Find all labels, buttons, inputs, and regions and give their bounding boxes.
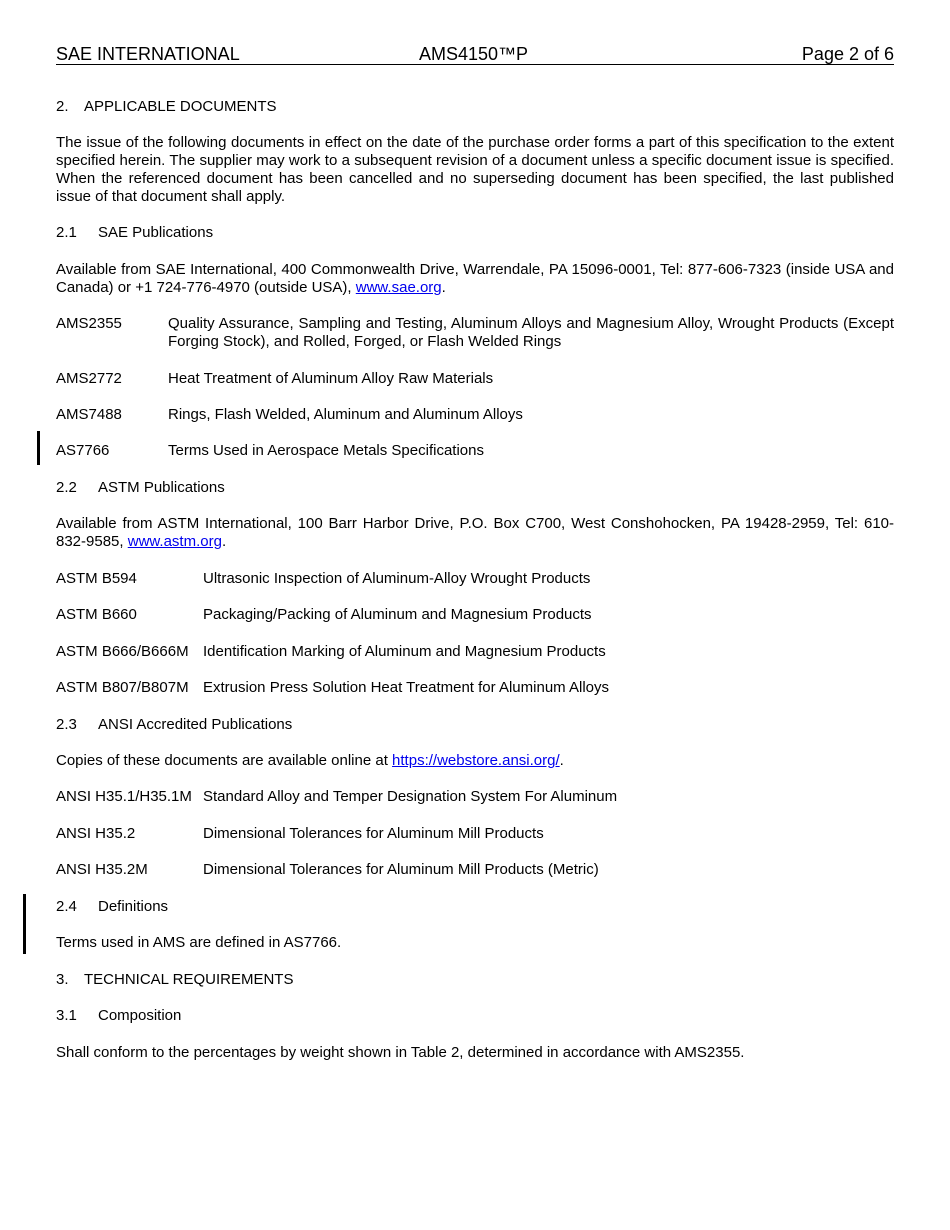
paragraph: The issue of the following documents in effect on the date of the purchase order forms a part of this specification to the extent specified herein. The supplier may work to a subsequent revision of a document unless a specific document issue is specified. When the referenced document has been cancelled and no superseding document has been specified, the last published issue of that document shall apply. (56, 134, 894, 205)
page-header (56, 44, 894, 65)
reference-row: AMS2772 Heat Treatment of Aluminum Alloy Raw Materials (56, 370, 494, 387)
reference-row: ASTM B666/B666M Identification Marking of Aluminum and Magnesium Products (56, 643, 606, 660)
section-heading: 2. APPLICABLE DOCUMENTS (56, 98, 277, 115)
reference-row: AMS2355 Quality Assurance, Sampling and Testing, Aluminum Alloys and Magnesium Alloy, Wrought Products (Except Forging Stock), and Rolled, Forged, or Flash Welded Rings (56, 315, 894, 350)
sae-link[interactable]: www.sae.org (355, 279, 442, 296)
astm-link[interactable]: www.astm.org (127, 533, 222, 550)
reference-row: ASTM B660 Packaging/Packing of Aluminum and Magnesium Products (56, 606, 592, 623)
availability-paragraph: Available from SAE International, 400 Commonwealth Drive, Warrendale, PA 15096-0001, Tel: 877-606-7323 (inside USA and Canada) or +1 724-776-4970 (outside USA), www.sae.org. (56, 261, 894, 296)
paragraph: Terms used in AMS are defined in AS7766. (56, 934, 342, 951)
revision-bar (23, 894, 26, 954)
reference-row: ASTM B594 Ultrasonic Inspection of Aluminum-Alloy Wrought Products (56, 570, 591, 587)
section-heading: 2.1 SAE Publications (56, 224, 214, 241)
section-heading: 2.3 ANSI Accredited Publications (56, 716, 293, 733)
reference-row: ANSI H35.2 Dimensional Tolerances for Aluminum Mill Products (56, 825, 544, 842)
header-org: SAE INTERNATIONAL (56, 44, 240, 64)
ansi-link[interactable]: https://webstore.ansi.org/ (392, 752, 560, 769)
reference-row: ASTM B807/B807M Extrusion Press Solution Heat Treatment for Aluminum Alloys (56, 679, 610, 696)
availability-paragraph: Copies of these documents are available online at https://webstore.ansi.org/. (56, 752, 564, 769)
section-heading: 2.2 ASTM Publications (56, 479, 225, 496)
reference-row: AS7766 Terms Used in Aerospace Metals Specifications (56, 442, 484, 459)
header-doc-id: AMS4150™P (419, 44, 529, 64)
header-page-number: Page 2 of 6 (801, 44, 894, 64)
reference-row: ANSI H35.2M Dimensional Tolerances for Aluminum Mill Products (Metric) (56, 861, 599, 878)
reference-row: AMS7488 Rings, Flash Welded, Aluminum and Aluminum Alloys (56, 406, 523, 423)
paragraph: Shall conform to the percentages by weight shown in Table 2, determined in accordance with AMS2355. (56, 1044, 745, 1061)
availability-paragraph: Available from ASTM International, 100 Barr Harbor Drive, P.O. Box C700, West Conshohocken, PA 19428-2959, Tel: 610-832-9585, www.astm.org. (56, 515, 894, 550)
section-heading: 2.4 Definitions (56, 898, 169, 915)
revision-bar (37, 431, 40, 465)
reference-row: ANSI H35.1/H35.1M Standard Alloy and Temper Designation System For Aluminum (56, 788, 618, 805)
section-heading: 3. TECHNICAL REQUIREMENTS (56, 971, 294, 988)
section-heading: 3.1 Composition (56, 1007, 182, 1024)
